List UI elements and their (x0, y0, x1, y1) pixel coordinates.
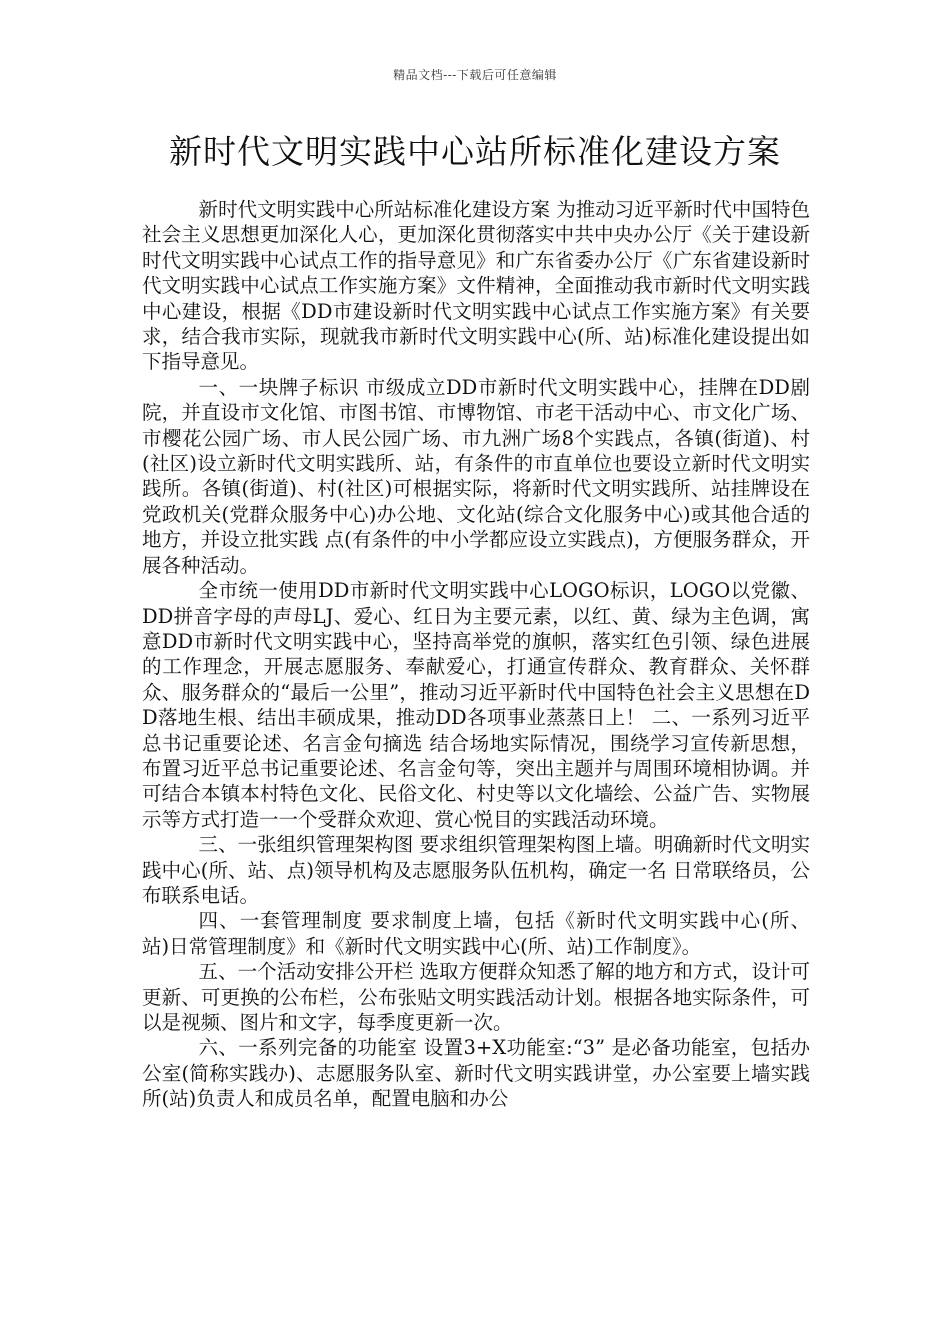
paragraph-section-3: 三、一张组织管理架构图 要求组织管理架构图上墙。明确新时代文明实践中心(所、站、点)领导机构及志愿服务队伍机构，确定一名 日常联络员，公布联系电话。 (142, 833, 810, 907)
paragraph-section-5: 五、一个活动安排公开栏 选取方便群众知悉了解的地方和方式，设计可更新、可更换的公布栏，公布张贴文明实践活动计划。根据各地实际条件，可以是视频、图片和文字，每季度更新一次。 (142, 960, 810, 1034)
paragraph-logo-section-2: 全市统一使用DD市新时代文明实践中心LOGO标识，LOGO以党徽、DD拼音字母的声母LJ、爱心、红日为主要元素，以红、黄、绿为主色调，寓意DD市新时代文明实践中心，坚持高举党的旗帜，落实红色引领、绿色进展的工作理念，开展志愿服务、奉献爱心，打通宣传群众、教育群众、关怀群众、服务群众的“最后一公里”，推动习近平新时代中国特色社会主义思想在DD落地生根、结出丰硕成果，推动DD各项事业蒸蒸日上！ 二、一系列习近平总书记重要论述、名言金句摘选 结合场地实际情况，围绕学习宣传新思想，布置习近平总书记重要论述、名言金句等，突出主题并与周围环境相协调。并可结合本镇本村特色文化、民俗文化、村史等以文化墙绘、公益广告、实物展示等方式打造一一个受群众欢迎、赏心悦目的实践活动环境。 (142, 579, 810, 831)
paragraph-intro: 新时代文明实践中心所站标准化建设方案 为推动习近平新时代中国特色社会主义思想更加深化人心，更加深化贯彻落实中共中央办公厅《关于建设新时代文明实践中心试点工作的指导意见》和广东省委办公厅《广东省建设新时代文明实践中心试点工作实施方案》文件精神，全面推动我市新时代文明实践中心建设，根据《DD市建设新时代文明实践中心试点工作实施方案》有关要求，结合我市实际，现就我市新时代文明实践中心(所、站)标准化建设提出如下指导意见。 (142, 198, 810, 374)
paragraph-section-6: 六、一系列完备的功能室 设置3+X功能室:“3” 是必备功能室，包括办公室(简称实践办)、志愿服务队室、新时代文明实践讲堂，办公室要上墙实践所(站)负责人和成员名单，配置电脑和办公 (142, 1036, 810, 1111)
document-body (142, 197, 810, 1112)
page-header-note: 精品文档---下载后可任意编辑 (393, 68, 557, 82)
paragraph-section-4: 四、一套管理制度 要求制度上墙，包括《新时代文明实践中心(所、 站)日常管理制度》和《新时代文明实践中心(所、站)工作制度》。 (142, 909, 810, 958)
document-title: 新时代文明实践中心站所标准化建设方案 (169, 132, 781, 171)
paragraph-section-1: 一、一块牌子标识 市级成立DD市新时代文明实践中心，挂牌在DD剧院，并直设市文化馆、市图书馆、市博物馆、市老干活动中心、市文化广场、市樱花公园广场、市人民公园广场、市九洲广场8个实践点，各镇(街道)、村(社区)设立新时代文明实践所、站，有条件的市直单位也要设立新时代文明实践所。各镇(街道)、村(社区)可根据实际，将新时代文明实践所、站挂牌设在党政机关(党群众服务中心)办公地、文化站(综合文化服务中心)或其他合适的地方，并设立批实践 点(有条件的中小学都应设立实践点)，方便服务群众，开展各种活动。 (142, 375, 810, 577)
